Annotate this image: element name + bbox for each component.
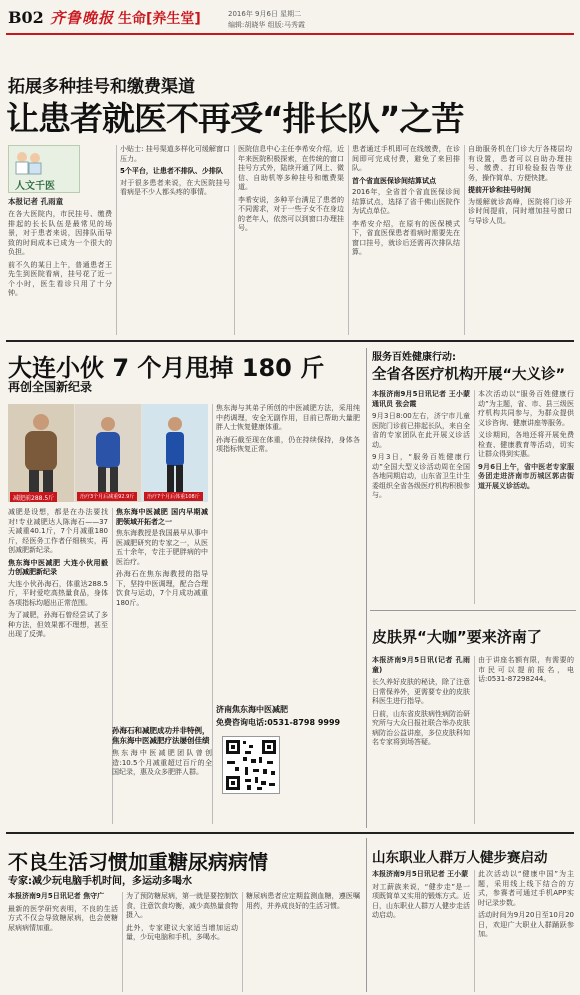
health-byline: 本报济南9月5日讯记者 王小蒙 通讯员 张会霞 xyxy=(372,390,470,408)
date-line: 2016年 9月6日 星期二 xyxy=(228,10,302,18)
lead-para: 在各大医院内，市民挂号、缴费排起的长长队伍是最常见的场景，对于患者来说，因排队而导致的时间成本已成为一个很大的负担。 xyxy=(8,210,112,256)
health-para: 9月3日，“服务百姓健康行动”全国大型义诊活动周在全国各地同期启动，山东省卫生计生委组织全省各级医疗机构积极参与。 xyxy=(372,453,470,499)
hotline-number: 免费咨询电话:0531-8798 9999 xyxy=(216,718,341,727)
lead-para: 小贴士: 挂号渠道多样化可缓解窗口压力。 xyxy=(120,145,230,163)
skin-para: 长久养好皮肤的秘诀，除了注意日常保养外，更需要专业的皮肤科医生进行指导。 xyxy=(372,678,470,705)
feature-subhead: 再创全国新纪录 xyxy=(8,380,93,394)
section-name: 生命[养生堂] xyxy=(118,11,201,27)
section-rule xyxy=(370,610,576,611)
feature-para: 大连小伙孙海石，体重达288.5斤，平时爱吃高热量食品，身体各项指标均超出正常范围。 xyxy=(8,579,108,607)
qr-code[interactable] xyxy=(222,736,280,794)
feature-subhead-inline: 焦东海中医减肥 大连小伙用毅力创减肥新纪录 xyxy=(8,558,108,576)
health-col-1 xyxy=(372,390,470,604)
skin-byline: 本报济南9月5日讯(记者 孔雨童) xyxy=(372,656,470,674)
paper-name: 齐鲁晚报 xyxy=(50,9,115,27)
diabetes-headline: 不良生活习惯加重糖尿病病情 xyxy=(8,850,268,874)
masthead-rule xyxy=(6,33,574,35)
section-rule xyxy=(6,832,574,834)
column-divider xyxy=(212,404,213,824)
skin-headline: 皮肤界“大咖”要来济南了 xyxy=(372,628,542,646)
lead-col-2 xyxy=(120,145,230,335)
lead-para: 为缓解就诊高峰，医院将门诊开诊时间提前，同时增加挂号窗口与导诊人员。 xyxy=(468,197,572,225)
health-service-story xyxy=(370,342,576,612)
diabetes-subhead: 专家:减少玩电脑手机时间，多运动多喝水 xyxy=(8,876,192,887)
skin-para: 由于讲座名额有限，有需要的市民可以提前报名，电话:0531-87298244。 xyxy=(478,656,574,683)
lead-para: 对于很多患者来说，在大医院挂号看病是不少人都头疼的事情。 xyxy=(120,178,230,196)
lead-para: 医院信息中心主任李希安介绍，近年来医院积极探索，在传统的窗口挂号方式外，陆续开通了网上、微信、自助机等多种挂号和缴费渠道。 xyxy=(238,145,344,191)
health-para: 本次活动以“服务百姓健康行动”为主题，省、市、县三级医疗机构共同参与，为群众提供义诊咨询、健康讲座等服务。 xyxy=(478,390,574,427)
column-divider xyxy=(234,145,235,335)
photo-caption: 治疗7个月后体重108斤 xyxy=(144,492,203,501)
lead-para: 前不久的某日上午，普通患者王先生到医院看病，挂号花了近一个小时，医生看诊只用了十分钟。 xyxy=(8,260,112,297)
sports-col-2 xyxy=(478,870,574,992)
page-number: B02 xyxy=(8,8,44,27)
feature-box-body: 焦东海中医减肥团队曾创造:10.5个月减重超过百斤的全国纪录，惠及众多肥胖人群。 xyxy=(112,749,212,776)
diabetes-para: 糖尿病患者应定期监测血糖，遵医嘱用药，并养成良好的生活习惯。 xyxy=(246,892,360,910)
sports-story xyxy=(370,836,576,995)
lead-subhead: 提前开诊和挂号时间 xyxy=(468,186,531,194)
doctor-illustration xyxy=(13,149,43,175)
feature-para: 减肥是设想，都是在办法要找对!专业减肥达人陈海石——37天减重40.1斤，7个月减重180斤，经医务工作者仔细核实，再创减肥新纪录。 xyxy=(8,508,108,554)
lead-col-5 xyxy=(468,145,572,335)
before-after-photo xyxy=(8,404,208,502)
column-divider xyxy=(348,145,349,335)
column-badge xyxy=(8,145,80,193)
lead-subhead: 首个省直医保诊间结算试点 xyxy=(352,176,436,185)
lead-col-4 xyxy=(352,145,460,335)
feature-story xyxy=(0,342,364,830)
diabetes-story xyxy=(0,836,364,995)
health-para: 义诊期间，各地还将开展免费检查、健康教育等活动，切实让群众得到实惠。 xyxy=(478,431,574,458)
column-divider xyxy=(122,892,123,992)
diabetes-para: 为了预防糖尿病，第一就是要控制饮食，注意饮食均衡，减少高热量食物摄入。 xyxy=(126,892,238,919)
feature-box xyxy=(112,726,212,824)
editors-line: 编辑:胡晓华 组版:马秀霞 xyxy=(228,21,305,29)
column-divider xyxy=(464,145,465,335)
column-divider xyxy=(242,892,243,992)
hotline-box xyxy=(216,704,360,734)
column-divider xyxy=(474,390,475,604)
diabetes-para: 此外，专家建议大家适当增加运动量，少玩电脑和手机，多喝水。 xyxy=(126,923,238,941)
lead-col-1 xyxy=(8,210,112,334)
sports-para: 活动时间为9月20日至10月20日，欢迎广大职业人群踊跃参加。 xyxy=(478,911,574,938)
lead-para: 2016年，全省首个省直医保诊间结算试点，选择了省千佛山医院作为试点单位。 xyxy=(352,188,460,215)
photo-caption: 减肥前288.5斤 xyxy=(10,492,57,502)
feature-box-title: 孙海石和减肥成功并非特例，焦东海中医减肥疗法屡创佳绩 xyxy=(112,726,210,745)
lead-byline: 本报记者 孔雨童 xyxy=(8,197,64,206)
sports-para: 此次活动以“健康中国”为主题，采用线上线下结合的方式，参赛者可通过手机APP实时记录步数。 xyxy=(478,870,574,907)
hotline-label: 济南焦东海中医减肥 xyxy=(216,705,288,714)
column-divider xyxy=(366,838,367,992)
health-kicker: 服务百姓健康行动: xyxy=(372,352,456,363)
health-note: 9月6日上午，省中医老专家服务团走进济南市历城区郭店街道开展义诊活动。 xyxy=(478,462,574,490)
lead-para: 自助服务机在门诊大厅各楼层均有设置，患者可以自助办理挂号、缴费、打印检验报告等业务，操作简单、方便快捷。 xyxy=(468,145,572,182)
skin-story xyxy=(370,614,576,828)
masthead xyxy=(0,0,580,38)
column-divider xyxy=(116,145,117,335)
photo-caption: 治疗3个月后减重92.9斤 xyxy=(77,492,137,501)
feature-headline: 大连小伙 7 个月甩掉 180 斤 xyxy=(8,354,325,382)
sports-headline: 山东职业人群万人健步赛启动 xyxy=(372,850,548,866)
feature-para: 孙海石截至现在体重，仍在持续保持，身体各项指标恢复正常。 xyxy=(216,435,360,453)
diabetes-col-3 xyxy=(246,892,360,992)
lead-para: 李希安介绍，在原有的医保模式下，省直医保患者看病时需要先在窗口挂号，就诊后还需再次排队结算。 xyxy=(352,219,460,256)
column-divider xyxy=(366,348,367,828)
skin-col-2 xyxy=(478,656,574,824)
health-para: 9月3日8:00左右，济宁市儿童医院门诊前已排起长队，来自全省的专家团队在此开展义诊活动。 xyxy=(372,412,470,449)
health-headline: 全省各医疗机构开展“大义诊” xyxy=(372,367,566,383)
health-col-2 xyxy=(478,390,574,604)
diabetes-para: 最新的医学研究表明，不良的生活方式不仅会导致糖尿病，也会使糖尿病病情加重。 xyxy=(8,904,118,932)
diabetes-byline: 本报济南9月5日讯记者 焦守广 xyxy=(8,892,105,900)
feature-subhead-inline: 焦东海中医减肥 国内早期减肥领域开拓者之一 xyxy=(116,508,208,526)
lead-story xyxy=(0,38,580,338)
sports-para: 对工薪族来说，“健步走”是一项既简单又实用的锻炼方式。近日，山东职业人群万人健步走活动启动。 xyxy=(372,882,470,919)
lead-para: 李希安说，多种平台满足了患者的不同需求，对于一些子女不在身边的老年人，依然可以到窗口办理挂号。 xyxy=(238,195,344,232)
feature-para: 焦东海教授是我国最早从事中医减肥研究的专家之一，从医五十余年，专注于肥胖病的中医治疗。 xyxy=(116,529,208,566)
sports-byline: 本报济南9月5日讯记者 王小蒙 xyxy=(372,870,469,878)
lead-col-3 xyxy=(238,145,344,335)
feature-col-3 xyxy=(216,404,360,700)
diabetes-col-2 xyxy=(126,892,238,992)
lead-headline: 让患者就医不再受“排长队”之苦 xyxy=(6,99,464,138)
lead-subhead: 5个平台，让患者不排队、少排队 xyxy=(120,167,223,175)
feature-para: 为了减肥，孙海石曾经尝试了多种方法，但效果都不理想，甚至出现了反弹。 xyxy=(8,611,108,638)
column-divider xyxy=(474,656,475,824)
feature-col-1 xyxy=(8,508,108,824)
column-badge-label: 人文千医 xyxy=(15,181,55,192)
feature-para: 焦东海与其弟子所创的中医减肥方法，采用纯中药调理，安全无副作用，目前已帮助大量肥胖人士恢复健康体重。 xyxy=(216,404,360,431)
column-divider xyxy=(474,870,475,992)
skin-para: 日前，山东省皮肤病性病防治研究所与大众日报社联合举办皮肤病防治公益讲座，多位皮肤科知名专家将到场答疑。 xyxy=(372,709,470,746)
diabetes-col-1 xyxy=(8,892,118,992)
feature-para: 孙海石在焦东海教授的指导下，坚持中医调理，配合合理饮食与运动，7个月成功减重180斤。 xyxy=(116,570,208,607)
lead-para: 患者通过手机即可在线缴费，在诊间即可完成付费，避免了来回排队。 xyxy=(352,145,460,172)
lead-kicker: 拓展多种挂号和缴费渠道 xyxy=(8,77,195,97)
sports-col-1 xyxy=(372,870,470,992)
skin-col-1 xyxy=(372,656,470,824)
